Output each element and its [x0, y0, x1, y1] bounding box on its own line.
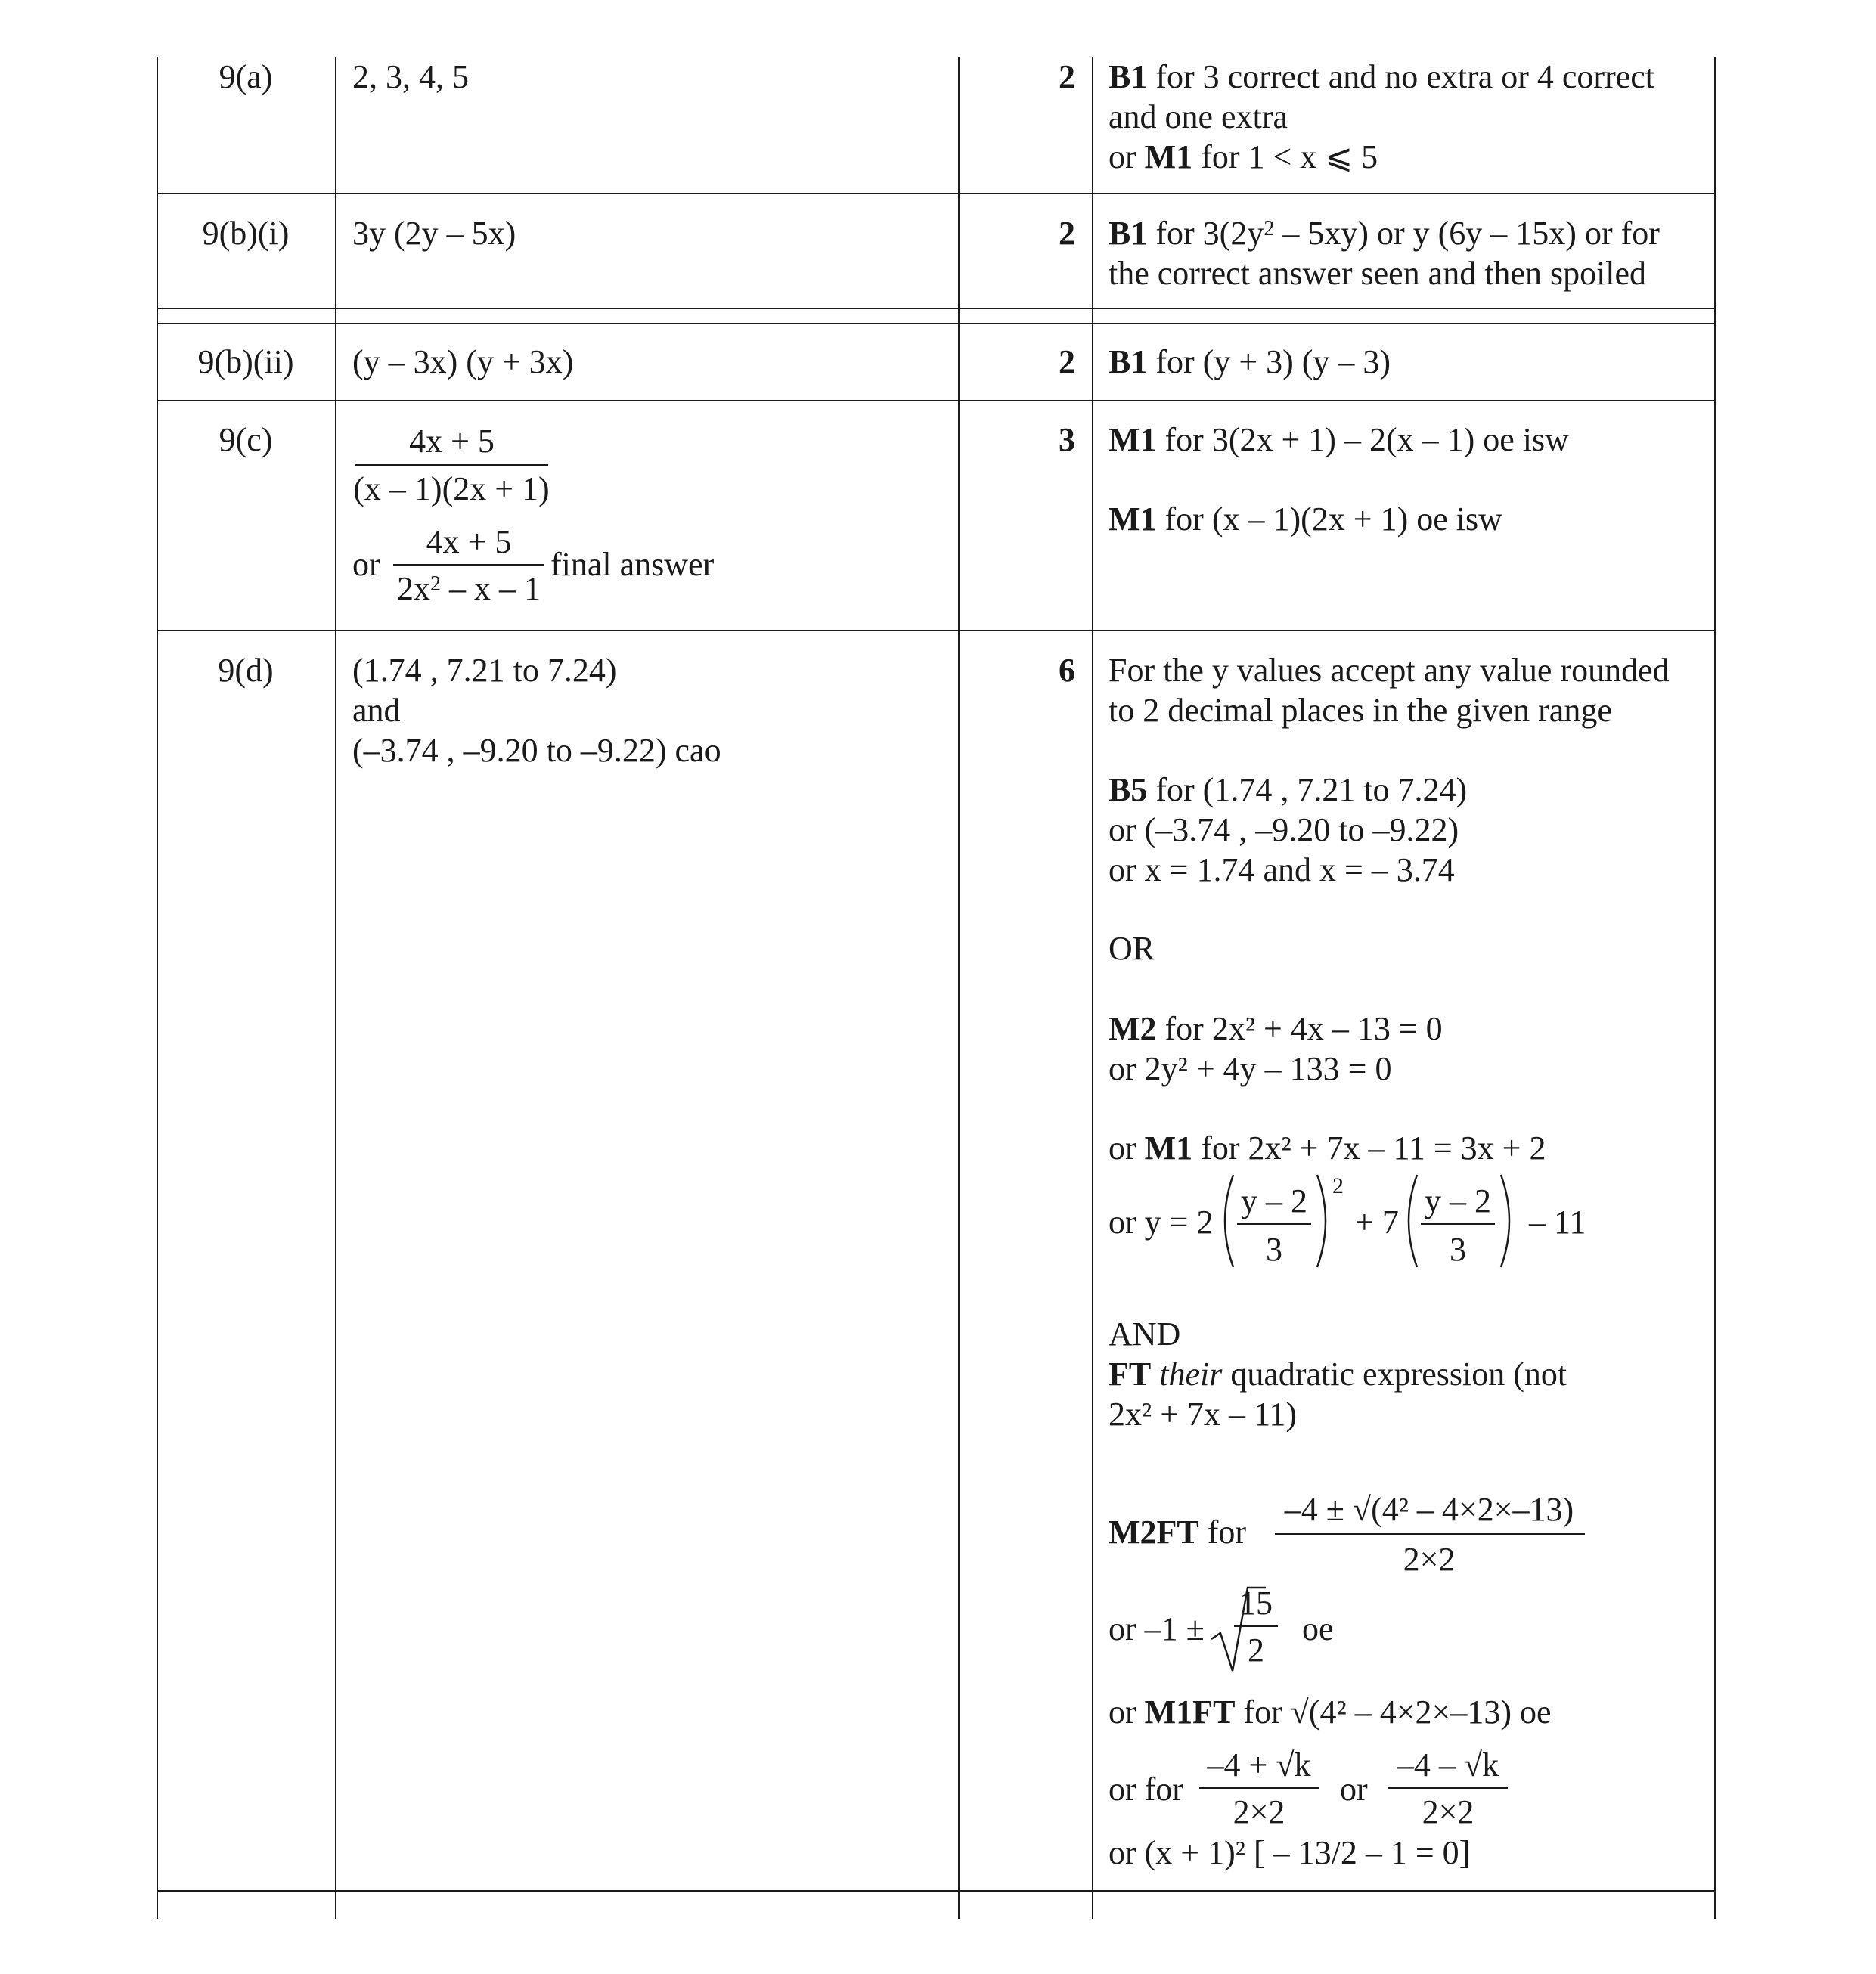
- fraction-numerator: 4x + 5: [409, 423, 495, 460]
- guidance-line: or: [1109, 138, 1145, 175]
- guidance-text: [1109, 420, 1569, 460]
- guidance-text: [1109, 1128, 1546, 1168]
- table-border-left: [157, 57, 158, 1919]
- fraction-bar: [1199, 1787, 1319, 1789]
- guidance-line: or: [1109, 1694, 1145, 1731]
- guidance-line: or x = 1.74 and x = – 3.74: [1109, 851, 1455, 888]
- fraction-numerator: 4x + 5: [426, 523, 512, 560]
- fraction-numerator: y – 2: [1241, 1182, 1307, 1219]
- fraction-numerator: –4 ± √(4² – 4×2×–13): [1284, 1491, 1574, 1528]
- fraction-denominator: 2×2: [1233, 1793, 1285, 1830]
- guidance-line: for (y + 3) (y – 3): [1155, 343, 1391, 380]
- guidance-text: [1109, 342, 1391, 382]
- emphasis: their: [1159, 1356, 1223, 1393]
- mark-code: M1FT: [1144, 1694, 1236, 1731]
- answer-text: 2, 3, 4, 5: [352, 58, 469, 95]
- guidance-line: oe: [1302, 1610, 1334, 1647]
- guidance-line: or y = 2: [1109, 1204, 1214, 1241]
- fraction-numerator: –4 + √k: [1207, 1746, 1311, 1783]
- mark-code: M1: [1144, 1130, 1193, 1167]
- paren-right: [1498, 1172, 1521, 1270]
- guidance-line: for 2x² + 7x – 11 = 3x + 2: [1201, 1130, 1546, 1167]
- fraction-denominator: 3: [1450, 1231, 1466, 1268]
- row-divider: [157, 308, 1716, 309]
- guidance-line: 2x² + 7x – 11): [1109, 1396, 1298, 1433]
- guidance-line: or: [1340, 1771, 1368, 1808]
- guidance-line: or for: [1109, 1771, 1183, 1808]
- fraction-denominator: 2×2: [1422, 1793, 1474, 1830]
- answer-line: and: [352, 692, 401, 729]
- guidance-line: or (–3.74 , –9.20 to –9.22): [1109, 811, 1459, 848]
- fraction-denominator: 3: [1266, 1231, 1282, 1268]
- guidance-line: or (x + 1)² [ – 13/2 – 1 = 0]: [1109, 1834, 1471, 1871]
- row-divider: [157, 400, 1716, 401]
- fraction-numerator: 15: [1239, 1585, 1273, 1622]
- fraction-denominator: 2: [1248, 1632, 1264, 1669]
- fraction-numerator: y – 2: [1425, 1182, 1491, 1219]
- denominator-text: – x – 1: [441, 570, 541, 607]
- answer-line: (–3.74 , –9.20 to –9.22) cao: [352, 732, 721, 769]
- guidance-line: or –1 ±: [1109, 1610, 1205, 1647]
- superscript: 2: [430, 572, 441, 596]
- row-divider: [157, 323, 1716, 324]
- mark-code: M2: [1109, 1010, 1157, 1047]
- fraction-numerator: –4 – √k: [1397, 1746, 1499, 1783]
- guidance-or: OR: [1109, 930, 1155, 967]
- answer-or: or: [352, 546, 380, 583]
- guidance-line: the correct answer seen and then spoiled: [1109, 255, 1647, 292]
- guidance-line: for 2x² + 4x – 13 = 0: [1164, 1010, 1443, 1047]
- mark-value: 2: [1059, 58, 1075, 95]
- guidance-line: for √(4² – 4×2×–13) oe: [1243, 1694, 1552, 1731]
- mark-value: 2: [1059, 343, 1075, 380]
- guidance-line: for (1.74 , 7.21 to 7.24): [1155, 771, 1468, 808]
- superscript: 2: [1264, 217, 1275, 240]
- guidance-line: for 3(2x + 1) – 2(x – 1) oe isw: [1164, 421, 1569, 458]
- column-divider-mark: [1092, 57, 1093, 1919]
- denominator-text: 2x: [397, 570, 430, 607]
- guidance-line: for 1 < x ⩽ 5: [1192, 138, 1378, 175]
- question-number: 9(a): [219, 58, 273, 95]
- guidance-line: for: [1207, 1514, 1247, 1551]
- table-border-right: [1714, 57, 1716, 1919]
- mark-code: M1: [1109, 500, 1157, 538]
- column-divider-question: [335, 57, 336, 1919]
- mark-code: B1: [1109, 58, 1148, 95]
- guidance-line: [1109, 1512, 1246, 1552]
- superscript: 2: [1332, 1173, 1344, 1198]
- fraction-denominator: (x – 1)(2x + 1): [353, 470, 550, 507]
- answer-line: (1.74 , 7.21 to 7.24): [352, 652, 617, 689]
- answer-text: 3y (2y – 5x): [352, 215, 516, 252]
- mark-code: B5: [1109, 771, 1148, 808]
- fraction-bar: [1275, 1533, 1585, 1535]
- mark-value: 3: [1059, 421, 1075, 458]
- fraction-bar: [1237, 1223, 1311, 1225]
- guidance-line: – 11: [1529, 1204, 1586, 1241]
- guidance-text: [1109, 1009, 1443, 1089]
- guidance-text: [1109, 650, 1670, 730]
- mark-value: 2: [1059, 215, 1075, 252]
- fraction-bar: [393, 564, 544, 566]
- question-number: 9(c): [219, 421, 273, 458]
- mark-code: M2FT: [1109, 1514, 1199, 1551]
- guidance-line: for 3(2y: [1155, 215, 1264, 252]
- row-divider: [157, 193, 1716, 194]
- fraction-bar: [1388, 1787, 1508, 1789]
- fraction-bar: [1421, 1223, 1495, 1225]
- guidance-text: [1109, 770, 1467, 890]
- guidance-line: and one extra: [1109, 98, 1288, 135]
- fraction-bar: [1234, 1625, 1278, 1627]
- guidance-line: or 2y² + 4y – 133 = 0: [1109, 1050, 1392, 1087]
- fraction-bar: [355, 464, 548, 466]
- question-number: 9(b)(i): [202, 215, 290, 252]
- guidance-line: + 7: [1355, 1204, 1399, 1241]
- answer-text: [352, 650, 721, 770]
- answer-text: (y – 3x) (y + 3x): [352, 343, 574, 380]
- mark-value: 6: [1059, 652, 1075, 689]
- mark-code: M1: [1144, 138, 1193, 175]
- mark-code: FT: [1109, 1356, 1152, 1393]
- guidance-line: For the y values accept any value rounded: [1109, 652, 1670, 689]
- guidance-text: [1109, 1314, 1567, 1434]
- question-number: 9(d): [218, 652, 274, 689]
- answer-suffix: final answer: [550, 546, 715, 583]
- guidance-line: – 5xy) or y (6y – 15x) or for: [1274, 215, 1660, 252]
- fraction-denominator: 2×2: [1403, 1541, 1456, 1578]
- guidance-line: quadratic expression (not: [1230, 1356, 1567, 1393]
- guidance-line: for 3 correct and no extra or 4 correct: [1147, 58, 1655, 95]
- guidance-line: or: [1109, 1130, 1145, 1167]
- row-divider: [157, 630, 1716, 631]
- column-divider-answer: [958, 57, 960, 1919]
- mark-code: B1: [1109, 343, 1148, 380]
- guidance-text: [1109, 213, 1660, 293]
- row-divider: [157, 1890, 1716, 1892]
- mark-code: B1: [1109, 215, 1148, 252]
- guidance-line: to 2 decimal places in the given range: [1109, 692, 1612, 729]
- guidance-line: for (x – 1)(2x + 1) oe isw: [1164, 500, 1502, 538]
- guidance-line: AND: [1109, 1315, 1181, 1353]
- question-number: 9(b)(ii): [197, 343, 294, 380]
- guidance-text: [1109, 57, 1654, 177]
- fraction-denominator: [389, 569, 548, 609]
- guidance-line: [1109, 1692, 1552, 1732]
- guidance-text: [1109, 499, 1502, 539]
- mark-code: M1: [1109, 421, 1157, 458]
